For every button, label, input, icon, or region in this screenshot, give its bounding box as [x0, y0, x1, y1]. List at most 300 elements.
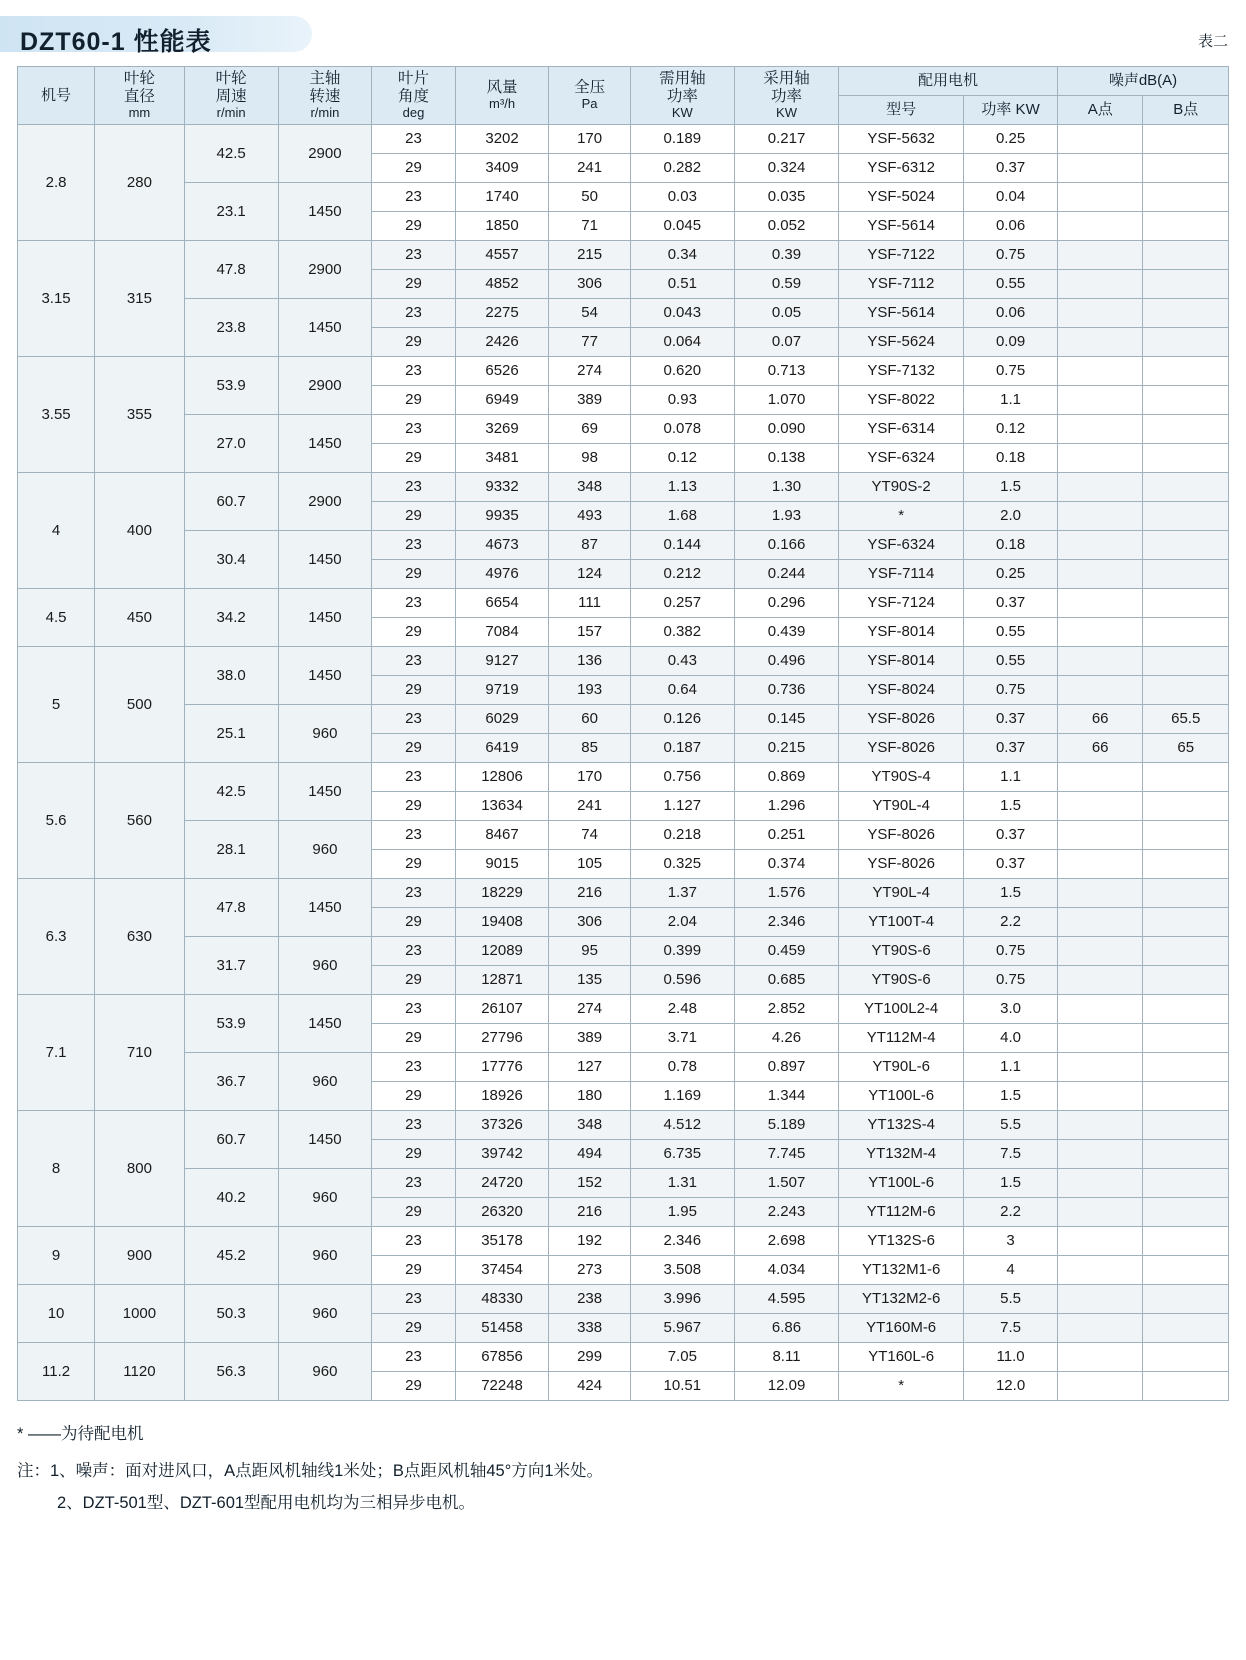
cell-pressure: 348: [549, 473, 630, 502]
cell-airflow: 6029: [455, 705, 549, 734]
cell-used-power: 4.26: [734, 1024, 838, 1053]
col-airflow-label: 风量: [486, 79, 518, 97]
cell-noise-a: [1057, 502, 1142, 531]
cell-motor-model: YSF-8026: [839, 734, 964, 763]
cell-pressure: 69: [549, 415, 630, 444]
cell-blade-angle: 23: [372, 357, 455, 386]
cell-airflow: 9127: [455, 647, 549, 676]
cell-motor-model: *: [839, 1372, 964, 1401]
cell-pressure: 273: [549, 1256, 630, 1285]
cell-pressure: 60: [549, 705, 630, 734]
cell-pressure: 306: [549, 270, 630, 299]
cell-motor-model: YSF-8024: [839, 676, 964, 705]
col-shaft-speed: [278, 67, 372, 125]
cell-noise-b: [1143, 386, 1229, 415]
cell-used-power: 0.052: [734, 212, 838, 241]
table-row: [18, 473, 1229, 502]
cell-pressure: 493: [549, 502, 630, 531]
cell-shaft-speed: 1450: [278, 183, 372, 241]
cell-required-power: 3.996: [630, 1285, 734, 1314]
cell-required-power: 0.51: [630, 270, 734, 299]
cell-required-power: 0.43: [630, 647, 734, 676]
cell-motor-model: YSF-5632: [839, 125, 964, 154]
cell-used-power: 0.39: [734, 241, 838, 270]
cell-machine-no: 6.3: [18, 879, 95, 995]
cell-noise-b: [1143, 473, 1229, 502]
cell-required-power: 1.37: [630, 879, 734, 908]
cell-motor-power: 0.37: [964, 154, 1058, 183]
cell-required-power: 2.346: [630, 1227, 734, 1256]
cell-pressure: 274: [549, 995, 630, 1024]
cell-impeller-diameter: 500: [95, 647, 185, 763]
col-used-power-line1: 采用轴: [763, 70, 810, 88]
cell-noise-b: 65: [1143, 734, 1229, 763]
cell-motor-power: 0.25: [964, 560, 1058, 589]
cell-motor-model: YT90S-2: [839, 473, 964, 502]
cell-blade-angle: 29: [372, 270, 455, 299]
col-pressure-unit: Pa: [581, 95, 598, 111]
table-row: [18, 125, 1229, 154]
cell-noise-a: [1057, 125, 1142, 154]
cell-blade-angle: 23: [372, 1285, 455, 1314]
cell-noise-a: [1057, 212, 1142, 241]
cell-airflow: 17776: [455, 1053, 549, 1082]
cell-impeller-speed: 27.0: [184, 415, 278, 473]
cell-blade-angle: 29: [372, 1256, 455, 1285]
cell-blade-angle: 23: [372, 647, 455, 676]
cell-motor-power: 1.5: [964, 879, 1058, 908]
cell-motor-model: YSF-7112: [839, 270, 964, 299]
cell-blade-angle: 23: [372, 589, 455, 618]
cell-machine-no: 5.6: [18, 763, 95, 879]
cell-impeller-diameter: 1120: [95, 1343, 185, 1401]
col-used-power-unit: KW: [776, 104, 797, 120]
cell-pressure: 50: [549, 183, 630, 212]
cell-noise-b: [1143, 879, 1229, 908]
cell-shaft-speed: 960: [278, 1169, 372, 1227]
cell-blade-angle: 29: [372, 618, 455, 647]
cell-motor-model: YSF-7132: [839, 357, 964, 386]
col-shaft-speed-unit: r/min: [310, 104, 340, 120]
cell-blade-angle: 29: [372, 328, 455, 357]
cell-airflow: 12089: [455, 937, 549, 966]
table-row: [18, 589, 1229, 618]
cell-noise-b: [1143, 966, 1229, 995]
cell-motor-power: 1.1: [964, 1053, 1058, 1082]
cell-used-power: 12.09: [734, 1372, 838, 1401]
cell-motor-model: YT90L-6: [839, 1053, 964, 1082]
cell-noise-a: [1057, 1140, 1142, 1169]
cell-used-power: 0.090: [734, 415, 838, 444]
cell-motor-model: YSF-5614: [839, 212, 964, 241]
cell-used-power: 1.507: [734, 1169, 838, 1198]
cell-required-power: 0.756: [630, 763, 734, 792]
cell-required-power: 3.71: [630, 1024, 734, 1053]
cell-pressure: 157: [549, 618, 630, 647]
cell-blade-angle: 29: [372, 1314, 455, 1343]
cell-noise-a: [1057, 966, 1142, 995]
cell-motor-power: 3: [964, 1227, 1058, 1256]
cell-required-power: 0.064: [630, 328, 734, 357]
cell-shaft-speed: 1450: [278, 647, 372, 705]
col-motor-model: 型号: [839, 96, 964, 125]
cell-motor-power: 0.06: [964, 299, 1058, 328]
cell-noise-a: [1057, 763, 1142, 792]
cell-used-power: 0.244: [734, 560, 838, 589]
col-used-power-line2: 功率: [771, 88, 803, 106]
cell-motor-power: 5.5: [964, 1285, 1058, 1314]
cell-noise-b: [1143, 1053, 1229, 1082]
cell-motor-model: YSF-7124: [839, 589, 964, 618]
cell-required-power: 0.620: [630, 357, 734, 386]
cell-motor-model: YT112M-4: [839, 1024, 964, 1053]
cell-motor-power: 1.1: [964, 763, 1058, 792]
cell-noise-a: 66: [1057, 734, 1142, 763]
cell-motor-power: 0.75: [964, 357, 1058, 386]
table-head: [18, 67, 1229, 125]
table-row: [18, 1111, 1229, 1140]
cell-blade-angle: 23: [372, 415, 455, 444]
cell-required-power: 7.05: [630, 1343, 734, 1372]
cell-noise-a: [1057, 879, 1142, 908]
cell-required-power: 0.144: [630, 531, 734, 560]
cell-impeller-diameter: 450: [95, 589, 185, 647]
cell-required-power: 2.48: [630, 995, 734, 1024]
cell-motor-model: YSF-5614: [839, 299, 964, 328]
table-row: [18, 821, 1229, 850]
cell-pressure: 238: [549, 1285, 630, 1314]
cell-motor-power: 0.12: [964, 415, 1058, 444]
cell-noise-b: [1143, 647, 1229, 676]
cell-impeller-diameter: 1000: [95, 1285, 185, 1343]
cell-airflow: 9935: [455, 502, 549, 531]
cell-noise-b: [1143, 1372, 1229, 1401]
cell-noise-b: [1143, 676, 1229, 705]
cell-airflow: 27796: [455, 1024, 549, 1053]
col-airflow-unit: m³/h: [489, 95, 516, 111]
col-noise-a: A点: [1057, 96, 1142, 125]
cell-impeller-speed: 38.0: [184, 647, 278, 705]
cell-motor-power: 1.5: [964, 792, 1058, 821]
cell-noise-a: [1057, 937, 1142, 966]
cell-used-power: 7.745: [734, 1140, 838, 1169]
cell-shaft-speed: 960: [278, 705, 372, 763]
cell-blade-angle: 23: [372, 183, 455, 212]
cell-machine-no: 9: [18, 1227, 95, 1285]
cell-used-power: 0.869: [734, 763, 838, 792]
cell-used-power: 0.324: [734, 154, 838, 183]
table-row: [18, 299, 1229, 328]
cell-motor-power: 0.25: [964, 125, 1058, 154]
cell-blade-angle: 29: [372, 1024, 455, 1053]
cell-impeller-speed: 23.1: [184, 183, 278, 241]
col-required-power-line1: 需用轴: [659, 70, 706, 88]
cell-pressure: 241: [549, 154, 630, 183]
cell-motor-power: 11.0: [964, 1343, 1058, 1372]
cell-noise-b: [1143, 1169, 1229, 1198]
cell-noise-b: [1143, 328, 1229, 357]
cell-used-power: 0.736: [734, 676, 838, 705]
cell-motor-power: 2.2: [964, 908, 1058, 937]
cell-blade-angle: 29: [372, 212, 455, 241]
cell-used-power: 1.93: [734, 502, 838, 531]
col-impeller-speed: [184, 67, 278, 125]
cell-pressure: 152: [549, 1169, 630, 1198]
cell-motor-model: YSF-8014: [839, 618, 964, 647]
cell-noise-a: [1057, 1227, 1142, 1256]
cell-noise-a: [1057, 386, 1142, 415]
cell-used-power: 2.243: [734, 1198, 838, 1227]
cell-blade-angle: 29: [372, 502, 455, 531]
cell-blade-angle: 29: [372, 560, 455, 589]
cell-required-power: 0.043: [630, 299, 734, 328]
cell-noise-b: 65.5: [1143, 705, 1229, 734]
cell-noise-b: [1143, 1285, 1229, 1314]
cell-machine-no: 5: [18, 647, 95, 763]
notes-block: [17, 1419, 1229, 1519]
cell-noise-b: [1143, 1256, 1229, 1285]
cell-motor-model: YT160L-6: [839, 1343, 964, 1372]
cell-noise-a: [1057, 270, 1142, 299]
cell-noise-b: [1143, 937, 1229, 966]
cell-blade-angle: 23: [372, 1169, 455, 1198]
cell-used-power: 0.685: [734, 966, 838, 995]
cell-impeller-speed: 53.9: [184, 357, 278, 415]
cell-noise-b: [1143, 531, 1229, 560]
cell-pressure: 389: [549, 1024, 630, 1053]
cell-impeller-speed: 42.5: [184, 125, 278, 183]
cell-required-power: 5.967: [630, 1314, 734, 1343]
cell-blade-angle: 23: [372, 1343, 455, 1372]
cell-motor-power: 2.2: [964, 1198, 1058, 1227]
table-row: [18, 1343, 1229, 1372]
cell-blade-angle: 23: [372, 1227, 455, 1256]
cell-noise-b: [1143, 270, 1229, 299]
cell-motor-power: 0.18: [964, 444, 1058, 473]
table-body: [18, 125, 1229, 1401]
page-header: [0, 0, 1246, 62]
cell-motor-model: YSF-6324: [839, 444, 964, 473]
cell-noise-a: [1057, 473, 1142, 502]
col-shaft-speed-line1: 主轴: [309, 70, 341, 88]
cell-noise-a: [1057, 299, 1142, 328]
col-blade-angle-unit: deg: [402, 104, 425, 120]
col-noise-group: 噪声dB(A): [1057, 67, 1228, 96]
cell-used-power: 0.07: [734, 328, 838, 357]
cell-impeller-speed: 31.7: [184, 937, 278, 995]
cell-pressure: 135: [549, 966, 630, 995]
cell-noise-a: [1057, 444, 1142, 473]
cell-motor-power: 0.09: [964, 328, 1058, 357]
table-row: [18, 763, 1229, 792]
cell-pressure: 98: [549, 444, 630, 473]
cell-pressure: 389: [549, 386, 630, 415]
cell-impeller-diameter: 710: [95, 995, 185, 1111]
cell-noise-b: [1143, 1198, 1229, 1227]
cell-used-power: 0.296: [734, 589, 838, 618]
table-row: [18, 879, 1229, 908]
cell-motor-model: YT100L2-4: [839, 995, 964, 1024]
cell-motor-model: YSF-6324: [839, 531, 964, 560]
cell-motor-model: YT132M2-6: [839, 1285, 964, 1314]
cell-airflow: 6526: [455, 357, 549, 386]
cell-pressure: 105: [549, 850, 630, 879]
cell-impeller-speed: 47.8: [184, 241, 278, 299]
cell-noise-b: [1143, 1314, 1229, 1343]
cell-motor-power: 1.5: [964, 473, 1058, 502]
cell-noise-b: [1143, 502, 1229, 531]
cell-noise-b: [1143, 1227, 1229, 1256]
cell-noise-a: [1057, 1285, 1142, 1314]
table-row: [18, 1053, 1229, 1082]
cell-shaft-speed: 1450: [278, 995, 372, 1053]
cell-required-power: 0.78: [630, 1053, 734, 1082]
cell-impeller-speed: 42.5: [184, 763, 278, 821]
cell-shaft-speed: 960: [278, 1053, 372, 1111]
cell-airflow: 1740: [455, 183, 549, 212]
cell-shaft-speed: 960: [278, 1343, 372, 1401]
cell-shaft-speed: 2900: [278, 125, 372, 183]
cell-noise-a: [1057, 1198, 1142, 1227]
cell-motor-power: 0.55: [964, 647, 1058, 676]
cell-impeller-diameter: 315: [95, 241, 185, 357]
cell-noise-b: [1143, 1140, 1229, 1169]
note-1: 注：1、噪声：面对进风口，A点距风机轴线1米处；B点距风机轴45°方向1米处。: [17, 1462, 603, 1481]
cell-pressure: 124: [549, 560, 630, 589]
cell-blade-angle: 23: [372, 473, 455, 502]
cell-used-power: 0.145: [734, 705, 838, 734]
cell-impeller-diameter: 630: [95, 879, 185, 995]
cell-noise-a: [1057, 1314, 1142, 1343]
cell-pressure: 85: [549, 734, 630, 763]
cell-impeller-speed: 34.2: [184, 589, 278, 647]
cell-motor-model: YT90L-4: [839, 879, 964, 908]
cell-required-power: 0.187: [630, 734, 734, 763]
cell-airflow: 18229: [455, 879, 549, 908]
cell-noise-b: [1143, 299, 1229, 328]
cell-impeller-speed: 36.7: [184, 1053, 278, 1111]
cell-airflow: 3269: [455, 415, 549, 444]
cell-motor-model: YT100L-6: [839, 1169, 964, 1198]
cell-airflow: 12806: [455, 763, 549, 792]
cell-motor-power: 1.5: [964, 1169, 1058, 1198]
cell-blade-angle: 23: [372, 763, 455, 792]
cell-motor-model: YSF-8026: [839, 850, 964, 879]
cell-motor-power: 0.55: [964, 618, 1058, 647]
cell-pressure: 348: [549, 1111, 630, 1140]
cell-pressure: 95: [549, 937, 630, 966]
cell-required-power: 0.189: [630, 125, 734, 154]
cell-used-power: 0.59: [734, 270, 838, 299]
table-row: [18, 531, 1229, 560]
cell-required-power: 0.382: [630, 618, 734, 647]
cell-noise-a: [1057, 1082, 1142, 1111]
col-motor-group: 配用电机: [839, 67, 1058, 96]
cell-motor-model: YT132M1-6: [839, 1256, 964, 1285]
cell-blade-angle: 29: [372, 676, 455, 705]
cell-shaft-speed: 2900: [278, 473, 372, 531]
cell-pressure: 87: [549, 531, 630, 560]
cell-airflow: 7084: [455, 618, 549, 647]
cell-used-power: 0.035: [734, 183, 838, 212]
table-number-label: 表二: [1197, 33, 1228, 50]
cell-noise-b: [1143, 357, 1229, 386]
cell-pressure: 170: [549, 763, 630, 792]
col-machine-no: 机号: [18, 67, 95, 125]
cell-blade-angle: 23: [372, 879, 455, 908]
cell-pressure: 193: [549, 676, 630, 705]
cell-pressure: 192: [549, 1227, 630, 1256]
cell-shaft-speed: 1450: [278, 763, 372, 821]
table-row: [18, 1285, 1229, 1314]
cell-required-power: 0.64: [630, 676, 734, 705]
cell-machine-no: 4: [18, 473, 95, 589]
cell-shaft-speed: 2900: [278, 241, 372, 299]
cell-motor-model: YT160M-6: [839, 1314, 964, 1343]
cell-noise-a: [1057, 792, 1142, 821]
cell-required-power: 0.596: [630, 966, 734, 995]
cell-pressure: 241: [549, 792, 630, 821]
cell-noise-b: [1143, 589, 1229, 618]
cell-blade-angle: 23: [372, 1053, 455, 1082]
cell-blade-angle: 23: [372, 705, 455, 734]
col-impeller-diameter-line2: 直径: [123, 88, 155, 106]
cell-machine-no: 3.55: [18, 357, 95, 473]
cell-noise-b: [1143, 415, 1229, 444]
cell-pressure: 71: [549, 212, 630, 241]
cell-noise-a: [1057, 850, 1142, 879]
cell-noise-b: [1143, 1111, 1229, 1140]
cell-motor-power: 1.1: [964, 386, 1058, 415]
cell-noise-a: [1057, 1053, 1142, 1082]
cell-required-power: 3.508: [630, 1256, 734, 1285]
cell-noise-a: [1057, 1111, 1142, 1140]
cell-noise-b: [1143, 241, 1229, 270]
cell-required-power: 0.126: [630, 705, 734, 734]
cell-required-power: 1.68: [630, 502, 734, 531]
cell-used-power: 0.374: [734, 850, 838, 879]
cell-impeller-diameter: 280: [95, 125, 185, 241]
cell-motor-power: 0.37: [964, 821, 1058, 850]
performance-table: [17, 66, 1229, 1401]
cell-shaft-speed: 1450: [278, 589, 372, 647]
cell-motor-power: 2.0: [964, 502, 1058, 531]
cell-noise-a: [1057, 676, 1142, 705]
cell-noise-b: [1143, 792, 1229, 821]
cell-pressure: 306: [549, 908, 630, 937]
cell-blade-angle: 29: [372, 734, 455, 763]
table-row: [18, 1227, 1229, 1256]
cell-used-power: 2.698: [734, 1227, 838, 1256]
cell-airflow: 6419: [455, 734, 549, 763]
cell-noise-a: [1057, 1372, 1142, 1401]
cell-noise-a: 66: [1057, 705, 1142, 734]
cell-noise-b: [1143, 125, 1229, 154]
cell-noise-b: [1143, 763, 1229, 792]
cell-airflow: 9015: [455, 850, 549, 879]
cell-machine-no: 8: [18, 1111, 95, 1227]
cell-blade-angle: 23: [372, 937, 455, 966]
cell-required-power: 1.13: [630, 473, 734, 502]
cell-used-power: 0.439: [734, 618, 838, 647]
cell-impeller-diameter: 560: [95, 763, 185, 879]
cell-machine-no: 3.15: [18, 241, 95, 357]
col-blade-angle-line2: 角度: [397, 88, 429, 106]
cell-impeller-speed: 53.9: [184, 995, 278, 1053]
cell-motor-model: YSF-8014: [839, 647, 964, 676]
cell-required-power: 1.127: [630, 792, 734, 821]
cell-airflow: 4976: [455, 560, 549, 589]
